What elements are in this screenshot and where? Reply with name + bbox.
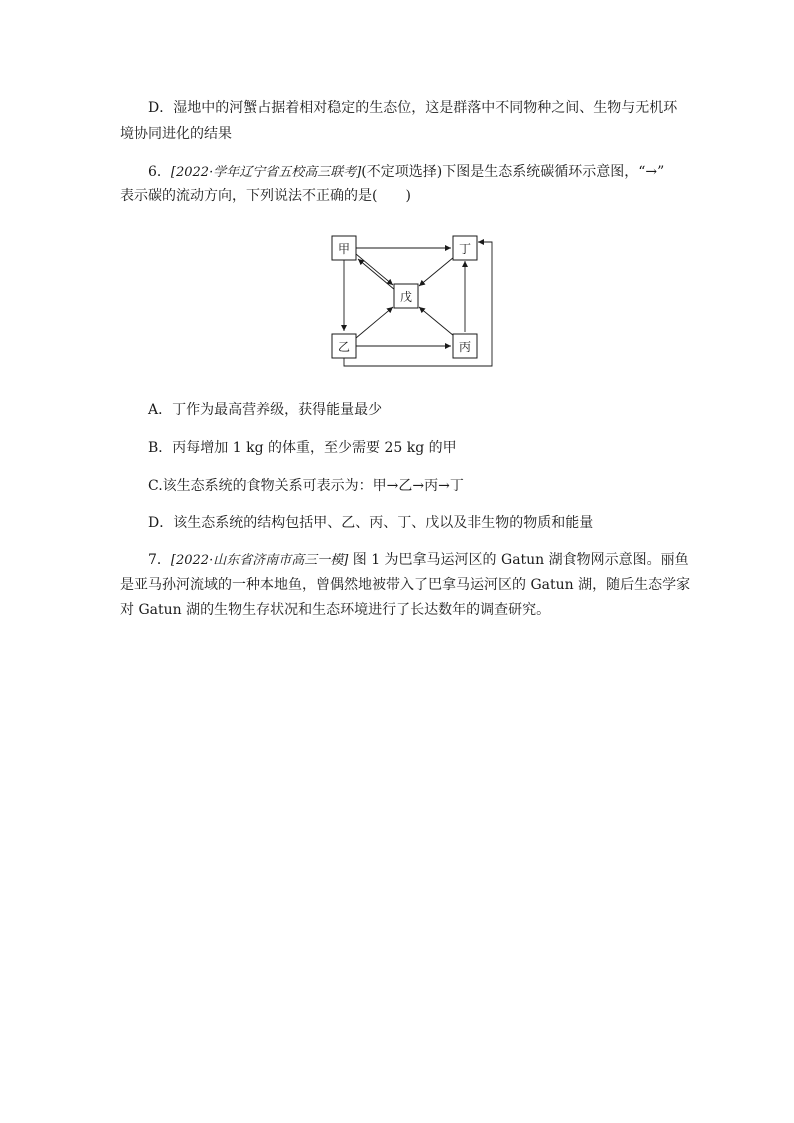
edge-bing-to-wu <box>419 307 454 336</box>
node-wu <box>394 284 418 308</box>
node-yi-label: 乙 <box>337 340 351 354</box>
q7-number: 7． <box>148 552 171 568</box>
q7-text: 图 1 为巴拿马运河区的 Gatun 湖食物网示意图。丽鱼 <box>352 552 689 568</box>
q5-option-d-line1: D．湿地中的河蟹占据着相对稳定的生态位，这是群落中不同物种之间、生物与无机环 <box>148 100 678 116</box>
q6-stem-text: (不定项选择)下图是生态系统碳循环示意图，“→” <box>361 164 665 180</box>
q7-line1 <box>148 550 689 571</box>
q6-stem-line2: 表示碳的流动方向，下列说法不正确的是( ) <box>120 188 411 204</box>
q6-option-c: C.该生态系统的食物关系可表示为：甲→乙→丙→丁 <box>148 478 464 494</box>
q6-number: 6． <box>148 164 171 180</box>
q6-option-b: B．丙每增加 1 kg 的体重，至少需要 25 kg 的甲 <box>148 440 457 456</box>
q7-line3: 对 Gatun 湖的生物生存状况和生态环境进行了长达数年的调查研究。 <box>120 602 551 618</box>
q7-line2: 是亚马孙河流域的一种本地鱼，曾偶然地被带入了巴拿马运河区的 Gatun 湖，随后生态学家 <box>120 577 691 593</box>
node-jia <box>332 236 356 260</box>
node-bing <box>453 334 477 358</box>
q7-source: [2022·山东省济南市高三一模] <box>170 553 349 568</box>
edge-yi-to-wu <box>356 307 393 338</box>
node-yi <box>332 334 356 358</box>
node-ding <box>453 236 477 260</box>
q6-source: [2022·学年辽宁省五校高三联考] <box>170 165 362 180</box>
q6-stem-line1 <box>148 162 664 183</box>
carbon-cycle-diagram <box>320 228 500 368</box>
q6-option-a: A．丁作为最高营养级，获得能量最少 <box>148 402 383 418</box>
carbon-cycle-svg <box>320 228 500 368</box>
q6-option-d: D．该生态系统的结构包括甲、乙、丙、丁、戊以及非生物的物质和能量 <box>148 515 594 531</box>
node-bing-label: 丙 <box>458 340 472 354</box>
node-ding-label: 丁 <box>458 242 472 256</box>
node-jia-label: 甲 <box>337 242 351 256</box>
edge-jia-to-wu <box>356 254 393 285</box>
edge-ding-to-wu <box>419 257 454 286</box>
node-wu-label: 戊 <box>399 290 413 304</box>
q5-option-d-line2: 境协同进化的结果 <box>120 126 232 142</box>
edge-wu-to-jia <box>358 259 395 290</box>
